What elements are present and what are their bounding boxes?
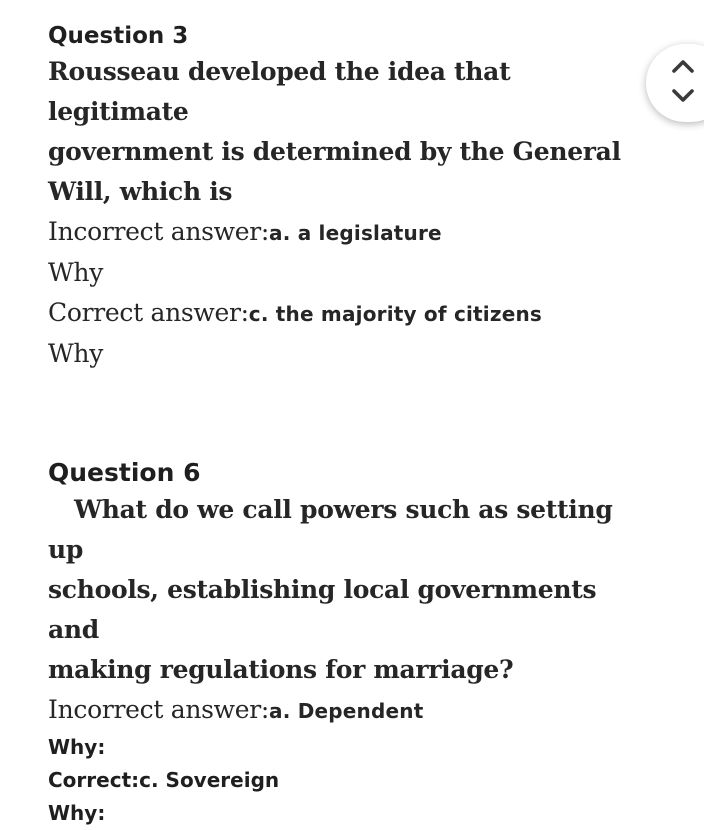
question-3-incorrect-answer: [48, 212, 638, 253]
question-3-text-line-2: government is determined by the General: [48, 137, 621, 166]
chevron-up-icon[interactable]: [670, 56, 696, 78]
question-3-text-line-3: Will, which is: [48, 177, 233, 206]
incorrect-answer-value: a. a legislature: [269, 221, 442, 245]
incorrect-answer-label: Incorrect answer:: [48, 217, 270, 246]
incorrect-answer-value: a. Dependent: [269, 699, 424, 723]
question-6-text-line-2: schools, establishing local governments and: [48, 575, 597, 644]
question-3-text-line-1: Rousseau developed the idea that legitimate: [48, 57, 511, 126]
question-6-text-line-3: making regulations for marriage?: [48, 655, 514, 684]
question-6-why-1: Why:: [48, 735, 106, 759]
question-6-block: [48, 456, 638, 830]
question-3-why-2: Why: [48, 339, 104, 368]
question-nav-pill: [646, 44, 704, 122]
correct-answer-label: Correct answer:: [48, 298, 249, 327]
question-3-correct-answer: [48, 293, 638, 334]
chevron-down-icon[interactable]: [670, 84, 696, 106]
question-6-heading: Question 6: [48, 458, 201, 487]
incorrect-answer-label: Incorrect answer:: [48, 695, 270, 724]
question-6-correct: Correct:c. Sovereign: [48, 768, 280, 792]
question-3-block: [48, 20, 638, 374]
question-6-incorrect-answer: [48, 690, 638, 731]
question-6-why-2: Why:: [48, 801, 106, 825]
question-3-why-1: Why: [48, 258, 104, 287]
question-3-heading: Question 3: [48, 23, 189, 49]
question-6-text-line-1: What do we call powers such as setting up: [48, 495, 613, 564]
correct-answer-value: c. the majority of citizens: [248, 302, 543, 326]
